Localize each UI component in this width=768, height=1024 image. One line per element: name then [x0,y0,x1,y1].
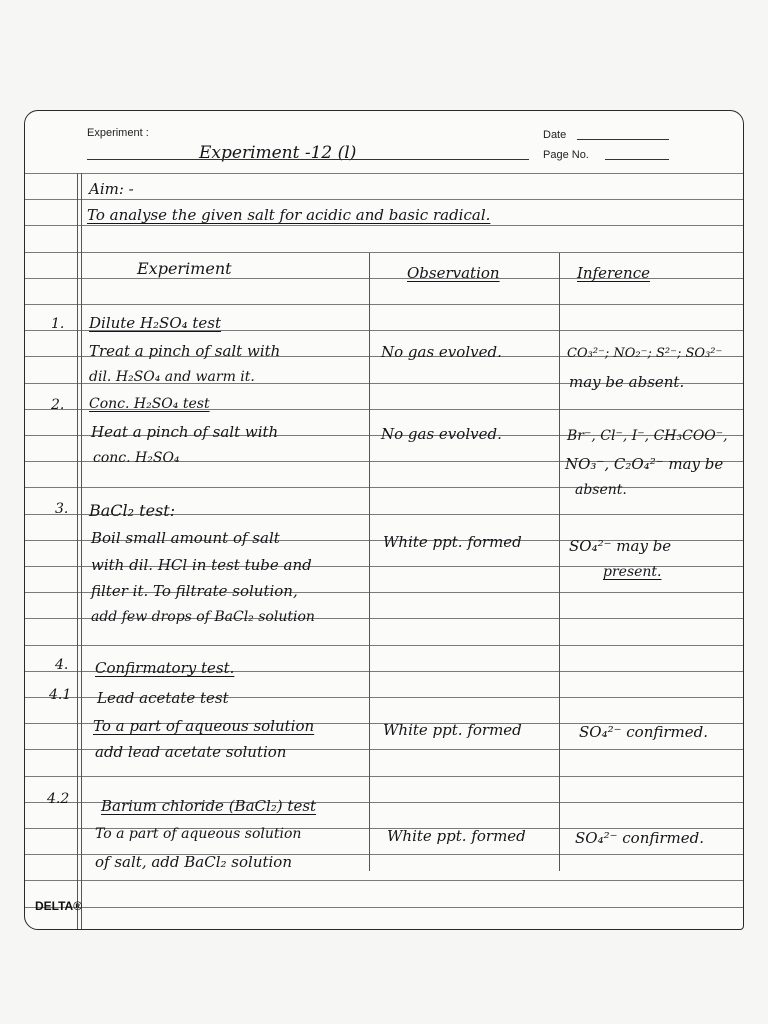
inference-text: SO₄²⁻ may be [569,537,672,555]
ruled-line [25,252,743,253]
page-no-label: Page No. [543,149,589,161]
ruled-line [25,880,743,881]
column-inference: Inference [577,264,651,282]
brand-logo: DELTA® [35,899,83,913]
procedure-line: dil. H₂SO₄ and warm it. [89,369,255,385]
row-number: 2. [51,397,65,413]
notebook-page [24,110,744,930]
test-title: Dilute H₂SO₄ test [89,314,222,332]
inference-text: Br⁻, Cl⁻, I⁻, CH₃COO⁻, [567,428,728,444]
row-number: 4.1 [49,687,72,703]
inference-text: SO₄²⁻ confirmed. [575,829,705,847]
ruled-line [25,487,743,488]
margin-line [77,173,78,929]
test-title: Conc. H₂SO₄ test [89,396,210,412]
row-number: 4. [55,657,69,673]
procedure-line: with dil. HCl in test tube and [91,556,312,574]
procedure-line: Treat a pinch of salt with [89,342,281,360]
observation-text: White ppt. formed [383,721,522,739]
experiment-title: Experiment -12 (l) [199,143,357,163]
page-no-line [605,159,669,160]
procedure-line: Heat a pinch of salt with [91,423,279,441]
inference-text: CO₃²⁻; NO₂⁻; S²⁻; SO₃²⁻ [567,346,723,361]
title-underline [87,159,529,160]
ruled-line [25,199,743,200]
inference-text: present. [603,564,662,580]
ruled-line [25,304,743,305]
procedure-line: add few drops of BaCl₂ solution [91,609,315,625]
inference-text: absent. [575,482,627,498]
procedure-line: Boil small amount of salt [91,529,280,547]
observation-text: White ppt. formed [383,533,522,551]
aim-text: To analyse the given salt for acidic and basic radical. [87,206,491,224]
test-title: Lead acetate test [97,689,229,707]
margin-line-inner [81,173,82,929]
inference-text: may be absent. [569,373,685,391]
ruled-line [25,645,743,646]
test-title: Barium chloride (BaCl₂) test [101,797,317,815]
row-number: 3. [55,501,69,517]
experiment-label: Experiment : [87,127,149,139]
procedure-line: filter it. To filtrate solution, [91,582,298,600]
inference-text: SO₄²⁻ confirmed. [579,723,709,741]
observation-text: No gas evolved. [381,343,502,361]
row-number: 4.2 [47,791,70,807]
procedure-line: of salt, add BaCl₂ solution [95,853,292,871]
ruled-line [25,225,743,226]
row-number: 1. [51,316,65,332]
procedure-line: conc. H₂SO₄ [93,450,180,466]
observation-text: White ppt. formed [387,827,526,845]
date-label: Date [543,129,567,141]
test-title: Confirmatory test. [95,659,235,677]
ruled-line [25,173,743,174]
procedure-line: To a part of aqueous solution [93,717,315,735]
column-experiment: Experiment [137,259,232,278]
procedure-line: To a part of aqueous solution [95,826,302,842]
inference-text: NO₃⁻, C₂O₄²⁻ may be [565,455,724,473]
ruled-line [25,776,743,777]
observation-divider [369,253,370,871]
aim-heading: Aim: - [89,180,134,198]
inference-divider [559,253,560,871]
procedure-line: add lead acetate solution [95,743,287,761]
column-observation: Observation [407,264,500,282]
test-title: BaCl₂ test: [89,501,176,520]
ruled-line [25,907,743,908]
observation-text: No gas evolved. [381,425,502,443]
date-line [577,139,669,140]
